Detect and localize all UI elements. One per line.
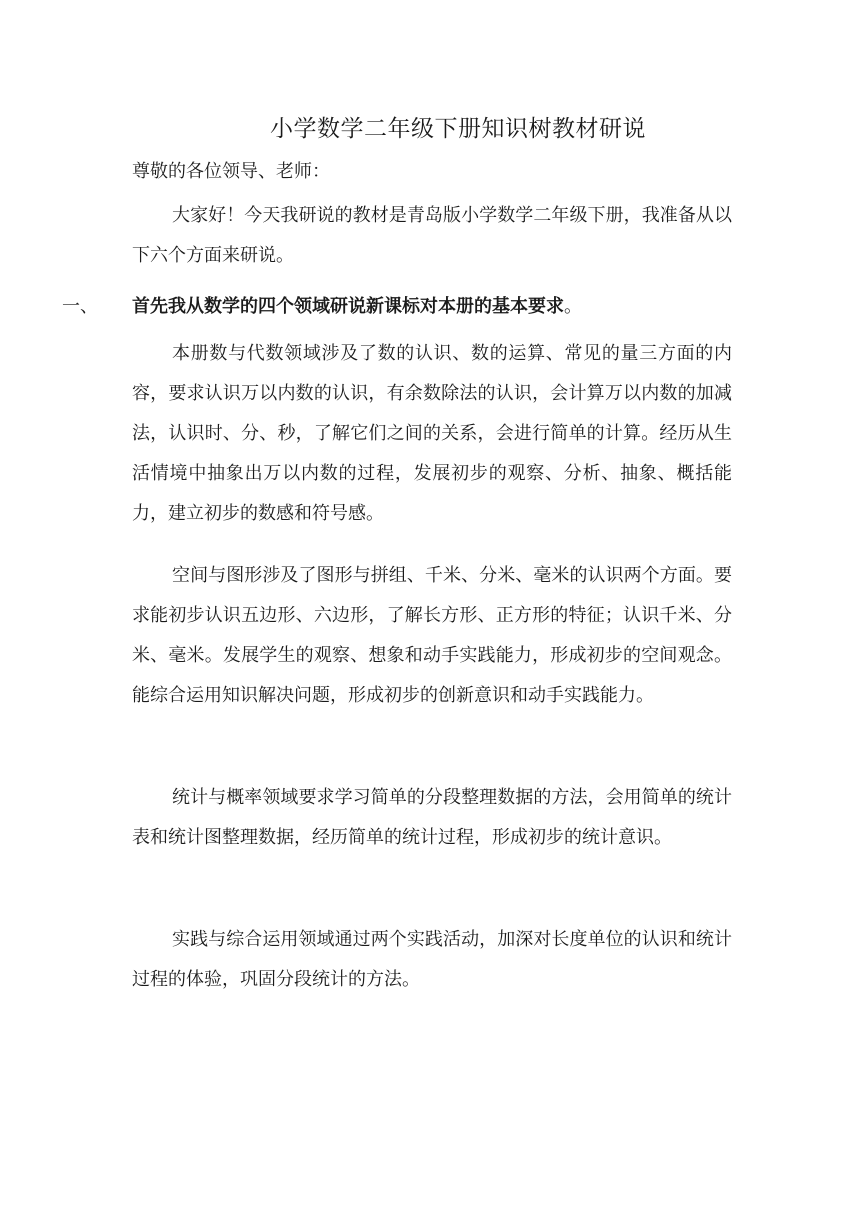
- section-heading-period: 。: [564, 296, 582, 317]
- paragraph-statistics: 统计与概率领域要求学习简单的分段整理数据的方法，会用简单的统计表和统计图整理数据，经历简单的统计过程，形成初步的统计意识。: [132, 787, 732, 848]
- paragraph-practice: 实践与综合运用领域通过两个实践活动，加深对长度单位的认识和统计过程的体验，巩固分段统计的方法。: [132, 929, 732, 990]
- section-number: 一、: [62, 296, 98, 317]
- paragraph-space-geometry: 空间与图形涉及了图形与拼组、千米、分米、毫米的认识两个方面。要求能初步认识五边形、六边形，了解长方形、正方形的特征；认识千米、分米、毫米。发展学生的观察、想象和动手实践能力，形成初步的空间观念。能综合运用知识解决问题，形成初步的创新意识和动手实践能力。: [132, 565, 732, 706]
- paragraph-number-algebra: 本册数与代数领域涉及了数的认识、数的运算、常见的量三方面的内容，要求认识万以内数的认识，有余数除法的认识，会计算万以内数的加减法，认识时、分、秒，了解它们之间的关系，会进行简单的计算。经历从生活情境中抽象出万以内数的过程，发展初步的观察、分析、抽象、概括能力，建立初步的数感和符号感。: [132, 343, 732, 524]
- section-heading-1: [62, 290, 582, 324]
- greeting: 尊敬的各位领导、老师：: [132, 161, 330, 182]
- document-title: 小学数学二年级下册知识树教材研说: [270, 116, 646, 142]
- intro-paragraph: 大家好！今天我研说的教材是青岛版小学数学二年级下册，我准备从以下六个方面来研说。: [132, 205, 732, 266]
- section-heading-text: 首先我从数学的四个领域研说新课标对本册的基本要求: [132, 296, 564, 317]
